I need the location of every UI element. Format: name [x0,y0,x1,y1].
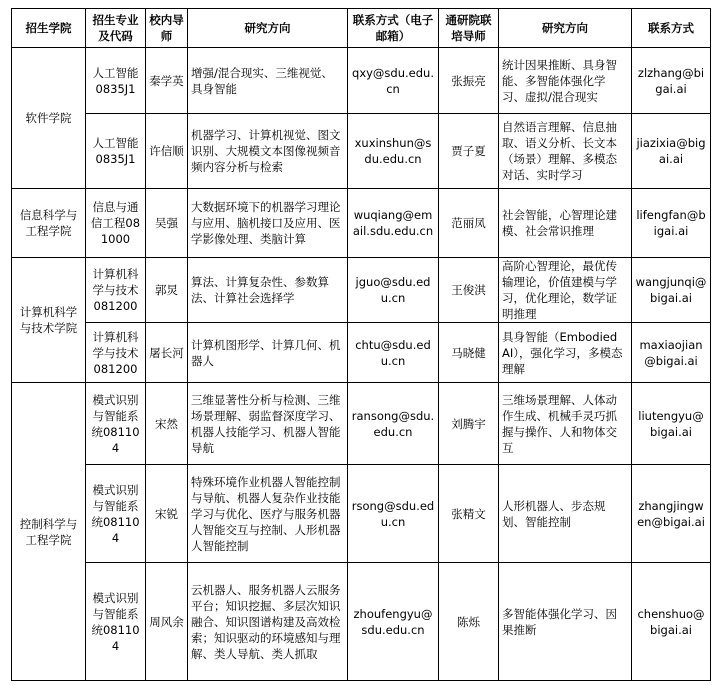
major-cell: 人工智能0835J1 [86,48,146,114]
research-cell: 增强/混合现实、三维视觉、具身智能 [188,48,348,114]
joint-email-cell: wangjunqi@bigai.ai [632,258,711,323]
header-college: 招生学院 [12,9,86,48]
header-school-advisor: 校内导师 [146,9,188,48]
email-cell: wuqiang@email.sdu.edu.cn [348,189,439,258]
advisor-cell: 宋锐 [146,465,188,563]
research-cell: 算法、计算复杂性、参数算法、计算社会选择学 [188,258,348,323]
joint-advisor-cell: 范丽凤 [439,189,499,258]
joint-email-cell: zlzhang@bigai.ai [632,48,711,114]
header-contact-2: 联系方式 [632,9,711,48]
joint-research-cell: 自然语言理解、信息抽取、语义分析、长文本（场景）理解、多模态对话、实时学习 [499,114,632,189]
advisor-cell: 秦学英 [146,48,188,114]
joint-research-cell: 多智能体强化学习、因果推断 [499,563,632,681]
major-cell: 模式识别与智能系统081104 [86,465,146,563]
major-cell: 模式识别与智能系统081104 [86,563,146,681]
email-cell: jguo@sdu.edu.cn [348,258,439,323]
joint-research-cell: 社会智能，心智理论建模、社会常识推理 [499,189,632,258]
joint-email-cell: jiazixia@bigai.ai [632,114,711,189]
email-cell: ransong@sdu.edu.cn [348,383,439,465]
joint-research-cell: 三维场景理解、人体动作生成、机械手灵巧抓握与操作、人和物体交互 [499,383,632,465]
college-cell: 控制科学与工程学院 [12,383,86,681]
joint-advisor-cell: 陈烁 [439,563,499,681]
table-row [12,563,711,681]
major-cell: 计算机科学与技术081200 [86,323,146,383]
email-cell: qxy@sdu.edu.cn [348,48,439,114]
major-cell: 计算机科学与技术081200 [86,258,146,323]
joint-email-cell: lifengfan@bigai.ai [632,189,711,258]
advisor-cell: 吴强 [146,189,188,258]
joint-advisor-cell: 王俊淇 [439,258,499,323]
research-cell: 特殊环境作业机器人智能控制与导航、机器人复杂作业技能学习与优化、医疗与服务机器人智能交互与控制、人形机器人智能控制 [188,465,348,563]
research-cell: 三维显著性分析与检测、三维场景理解、弱监督深度学习、机器人技能学习、机器人智能导航 [188,383,348,465]
research-cell: 大数据环境下的机器学习理论与应用、脑机接口及应用、医学影像处理、类脑计算 [188,189,348,258]
table-row [12,465,711,563]
joint-advisor-cell: 刘腾宇 [439,383,499,465]
advisor-cell: 郭炅 [146,258,188,323]
header-contact: 联系方式（电子邮箱） [348,9,439,48]
joint-research-cell: 高阶心智理论，最优传输理论，价值建模与学习，优化理论，数学证明推理 [499,258,632,323]
joint-email-cell: zhangjingwen@bigai.ai [632,465,711,563]
major-cell: 模式识别与智能系统081104 [86,383,146,465]
joint-research-cell: 人形机器人、步态规划、智能控制 [499,465,632,563]
major-cell: 信息与通信工程081000 [86,189,146,258]
research-cell: 机器学习、计算机视觉、图文识别、大规模文本图像视频音频内容分析与检索 [188,114,348,189]
joint-email-cell: liutengyu@bigai.ai [632,383,711,465]
header-major: 招生专业及代码 [86,9,146,48]
table-row [12,114,711,189]
joint-email-cell: maxiaojian@bigai.ai [632,323,711,383]
email-cell: zhoufengyu@sdu.edu.cn [348,563,439,681]
joint-research-cell: 具身智能（Embodied AI），强化学习，多模态理解 [499,323,632,383]
header-research-2: 研究方向 [499,9,632,48]
header-joint-advisor: 通研院联培导师 [439,9,499,48]
table-row [12,383,711,465]
research-cell: 云机器人、服务机器人云服务平台；知识挖掘、多层次知识融合、知识图谱构建及高效检索；知识驱动的环境感知与理解、类人导航、类人抓取 [188,563,348,681]
joint-research-cell: 统计因果推断、具身智能、多智能体强化学习、虚拟/混合现实 [499,48,632,114]
advisor-cell: 周风余 [146,563,188,681]
advisor-table [11,8,711,681]
college-cell: 软件学院 [12,48,86,189]
header-row [12,9,711,48]
college-cell: 信息科学与工程学院 [12,189,86,258]
email-cell: rsong@sdu.edu.cn [348,465,439,563]
major-cell: 人工智能0835J1 [86,114,146,189]
joint-advisor-cell: 贾子夏 [439,114,499,189]
email-cell: xuxinshun@sdu.edu.cn [348,114,439,189]
table-row [12,48,711,114]
email-cell: chtu@sdu.edu.cn [348,323,439,383]
advisor-cell: 宋然 [146,383,188,465]
advisor-cell: 屠长河 [146,323,188,383]
research-cell: 计算机图形学、计算几何、机器人 [188,323,348,383]
joint-advisor-cell: 张振亮 [439,48,499,114]
table-row [12,323,711,383]
joint-email-cell: chenshuo@bigai.ai [632,563,711,681]
joint-advisor-cell: 马晓健 [439,323,499,383]
joint-advisor-cell: 张精文 [439,465,499,563]
college-cell: 计算机科学与技术学院 [12,258,86,383]
table-row [12,189,711,258]
advisor-cell: 许信顺 [146,114,188,189]
header-research: 研究方向 [188,9,348,48]
table-row [12,258,711,323]
